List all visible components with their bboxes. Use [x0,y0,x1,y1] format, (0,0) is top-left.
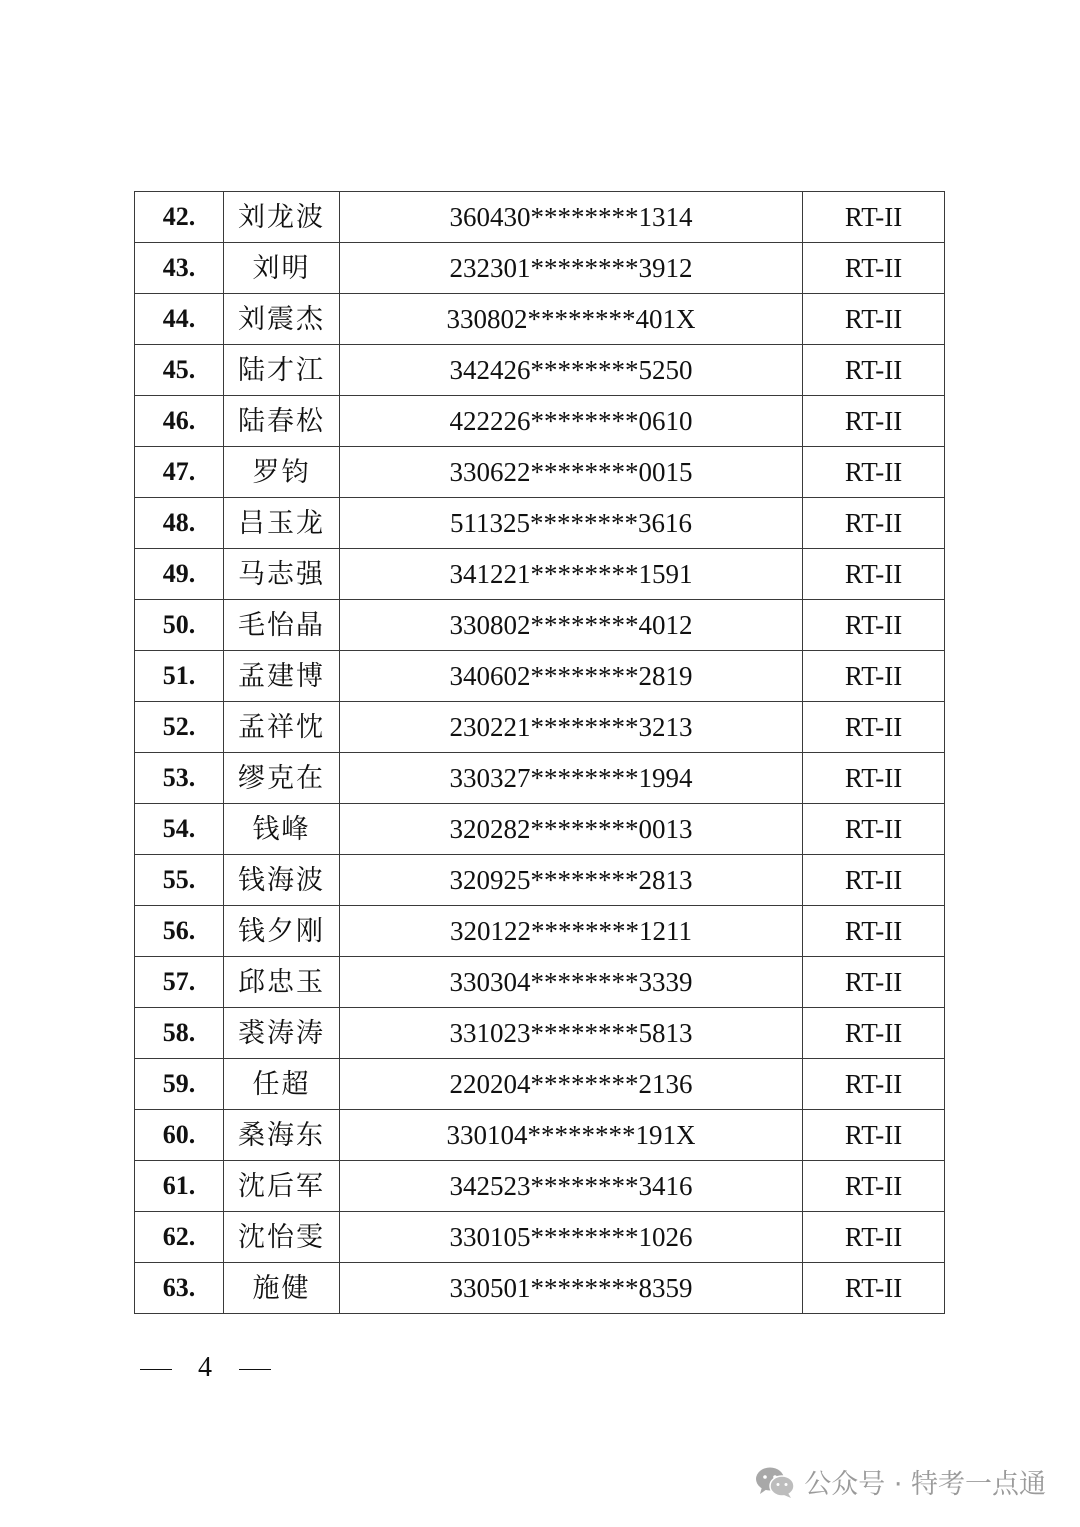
name-cell: 邱忠玉 [224,957,340,1008]
name-cell: 孟祥忱 [224,702,340,753]
row-number-cell: 61. [135,1161,224,1212]
id-number-cell: 342523********3416 [340,1161,803,1212]
id-number-cell: 320282********0013 [340,804,803,855]
table-row [135,753,945,804]
row-number-cell: 59. [135,1059,224,1110]
row-number-cell: 50. [135,600,224,651]
category-cell: RT-II [803,192,945,243]
id-number-cell: 330622********0015 [340,447,803,498]
name-cell: 刘龙波 [224,192,340,243]
table-row [135,702,945,753]
category-cell: RT-II [803,1059,945,1110]
id-number-cell: 320925********2813 [340,855,803,906]
id-number-cell: 330802********401X [340,294,803,345]
row-number-cell: 49. [135,549,224,600]
id-number-cell: 230221********3213 [340,702,803,753]
table-row [135,243,945,294]
name-cell: 刘明 [224,243,340,294]
row-number-cell: 56. [135,906,224,957]
table-row [135,396,945,447]
name-cell: 钱夕刚 [224,906,340,957]
page-number [140,1352,271,1384]
row-number-cell: 45. [135,345,224,396]
name-cell: 施健 [224,1263,340,1314]
id-number-cell: 360430********1314 [340,192,803,243]
page-number-dash-left [140,1369,172,1370]
table-row [135,855,945,906]
category-cell: RT-II [803,396,945,447]
row-number-cell: 63. [135,1263,224,1314]
name-cell: 裘涛涛 [224,1008,340,1059]
name-cell: 钱峰 [224,804,340,855]
table-row [135,600,945,651]
id-number-cell: 340602********2819 [340,651,803,702]
name-cell: 吕玉龙 [224,498,340,549]
category-cell: RT-II [803,243,945,294]
name-cell: 罗钧 [224,447,340,498]
name-cell: 陆春松 [224,396,340,447]
table-row [135,498,945,549]
row-number-cell: 62. [135,1212,224,1263]
category-cell: RT-II [803,1008,945,1059]
id-number-cell: 330802********4012 [340,600,803,651]
row-number-cell: 47. [135,447,224,498]
row-number-cell: 58. [135,1008,224,1059]
category-cell: RT-II [803,855,945,906]
category-cell: RT-II [803,651,945,702]
id-number-cell: 330104********191X [340,1110,803,1161]
category-cell: RT-II [803,345,945,396]
category-cell: RT-II [803,957,945,1008]
row-number-cell: 42. [135,192,224,243]
table-row [135,1008,945,1059]
row-number-cell: 44. [135,294,224,345]
table-row [135,1110,945,1161]
name-cell: 陆才江 [224,345,340,396]
wechat-icon [754,1465,796,1499]
name-cell: 毛怡晶 [224,600,340,651]
id-number-cell: 220204********2136 [340,1059,803,1110]
id-number-cell: 330327********1994 [340,753,803,804]
id-number-cell: 320122********1211 [340,906,803,957]
category-cell: RT-II [803,804,945,855]
name-cell: 缪克在 [224,753,340,804]
category-cell: RT-II [803,1263,945,1314]
table-row [135,651,945,702]
id-number-cell: 342426********5250 [340,345,803,396]
table-row [135,1161,945,1212]
page-number-dash-right [239,1369,271,1370]
id-number-cell: 511325********3616 [340,498,803,549]
category-cell: RT-II [803,753,945,804]
category-cell: RT-II [803,498,945,549]
row-number-cell: 46. [135,396,224,447]
table-row [135,294,945,345]
category-cell: RT-II [803,1110,945,1161]
id-number-cell: 331023********5813 [340,1008,803,1059]
name-cell: 钱海波 [224,855,340,906]
name-cell: 沈后军 [224,1161,340,1212]
id-number-cell: 330105********1026 [340,1212,803,1263]
table-row [135,1212,945,1263]
roster-table [134,191,945,1314]
table-row [135,345,945,396]
row-number-cell: 52. [135,702,224,753]
row-number-cell: 43. [135,243,224,294]
row-number-cell: 55. [135,855,224,906]
page-number-value: 4 [198,1352,213,1383]
row-number-cell: 54. [135,804,224,855]
id-number-cell: 232301********3912 [340,243,803,294]
category-cell: RT-II [803,1161,945,1212]
table-row [135,957,945,1008]
table-row [135,447,945,498]
category-cell: RT-II [803,600,945,651]
table-row [135,1263,945,1314]
id-number-cell: 330501********8359 [340,1263,803,1314]
watermark [754,1462,1046,1501]
category-cell: RT-II [803,294,945,345]
watermark-text: 公众号 · 特考一点通 [804,1469,1046,1500]
table-row [135,549,945,600]
name-cell: 沈怡雯 [224,1212,340,1263]
row-number-cell: 53. [135,753,224,804]
name-cell: 孟建博 [224,651,340,702]
table-row [135,192,945,243]
name-cell: 任超 [224,1059,340,1110]
category-cell: RT-II [803,447,945,498]
name-cell: 马志强 [224,549,340,600]
id-number-cell: 341221********1591 [340,549,803,600]
table-row [135,906,945,957]
row-number-cell: 48. [135,498,224,549]
name-cell: 刘震杰 [224,294,340,345]
category-cell: RT-II [803,702,945,753]
name-cell: 桑海东 [224,1110,340,1161]
id-number-cell: 330304********3339 [340,957,803,1008]
category-cell: RT-II [803,1212,945,1263]
table-row [135,1059,945,1110]
row-number-cell: 57. [135,957,224,1008]
row-number-cell: 60. [135,1110,224,1161]
category-cell: RT-II [803,906,945,957]
id-number-cell: 422226********0610 [340,396,803,447]
roster-table-body [135,192,945,1314]
table-row [135,804,945,855]
row-number-cell: 51. [135,651,224,702]
category-cell: RT-II [803,549,945,600]
